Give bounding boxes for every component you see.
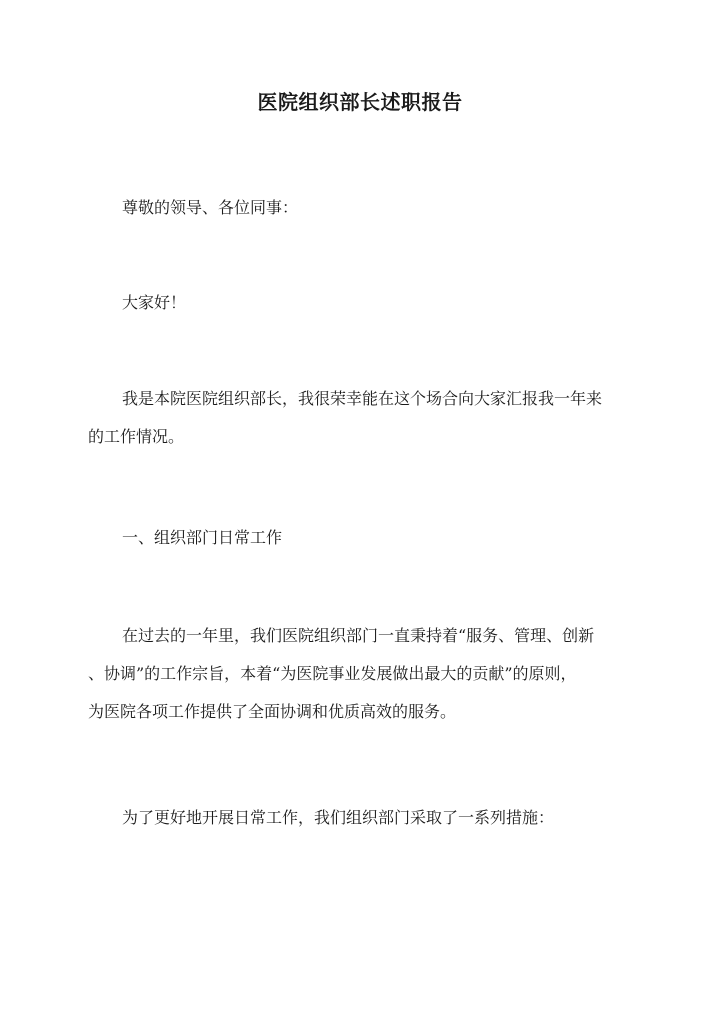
work-line-3: 为医院各项工作提供了全面协调和优质高效的服务。 [88, 702, 457, 721]
measures-paragraph [88, 808, 640, 828]
greeting-paragraph [88, 198, 640, 218]
intro-line-2: 的工作情况。 [88, 427, 185, 446]
work-paragraph [88, 626, 640, 722]
work-line-1: 在过去的一年里，我们医院组织部门一直秉持着“服务、管理、创新 [122, 626, 595, 645]
measures-line: 为了更好地开展日常工作，我们组织部门采取了一系列措施： [122, 808, 555, 827]
work-line-2: 、协调”的工作宗旨，本着“为医院事业发展做出最大的贡献”的原则， [88, 664, 577, 683]
intro-line-1: 我是本院医院组织部长，我很荣幸能在这个场合向大家汇报我一年来 [122, 389, 603, 408]
section-heading [88, 528, 640, 548]
section1-heading-line: 一、组织部门日常工作 [122, 528, 283, 547]
greeting-line: 尊敬的领导、各位同事： [122, 198, 299, 217]
hello-line: 大家好！ [122, 293, 187, 312]
document-title: 医院组织部长述职报告 [257, 90, 463, 114]
hello-paragraph [88, 293, 640, 313]
intro-paragraph [88, 389, 640, 447]
